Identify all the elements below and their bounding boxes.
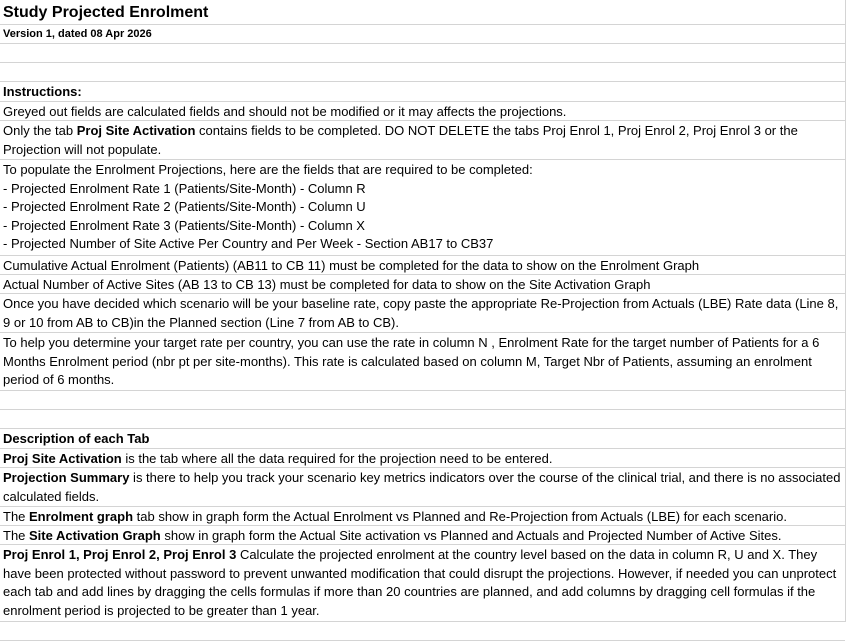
desc-enrol-graph-text: tab show in graph form the Actual Enrolment vs Planned and Re-Projection from Actuals (LBE) for each scenario. bbox=[133, 509, 787, 524]
cell-desc-site-graph[interactable] bbox=[0, 526, 845, 545]
cell-blank-1[interactable] bbox=[0, 44, 845, 63]
instructions-header: Instructions: bbox=[3, 84, 82, 99]
cell-populate-fields[interactable] bbox=[0, 160, 845, 256]
populate-item-3: - Projected Enrolment Rate 3 (Patients/Site-Month) - Column X bbox=[3, 217, 365, 233]
populate-item-1: - Projected Enrolment Rate 1 (Patients/Site-Month) - Column R bbox=[3, 180, 366, 196]
cell-desc-summary[interactable] bbox=[0, 468, 845, 507]
target-rate-text: To help you determine your target rate per country, you can use the rate in column N , Enrolment Rate for the target number of Patients for a 6 Months Enrolment period (nbr pt per site-months). This rate is calculated based on column M, Target Nbr of Patients, assuming an enrolment period of 6 months. bbox=[3, 335, 820, 387]
only-tab-name: Proj Site Activation bbox=[76, 123, 196, 138]
page-title: Study Projected Enrolment bbox=[3, 4, 209, 21]
greyed-fields-text: Greyed out fields are calculated fields and should not be modified or it may affects the projections. bbox=[3, 104, 567, 119]
populate-intro: To populate the Enrolment Projections, here are the fields that are required to be completed: bbox=[3, 162, 533, 177]
desc-site-graph-text: show in graph form the Actual Site activation vs Planned and Actuals and Projected Number of Active Sites. bbox=[160, 528, 782, 543]
baseline-text: Once you have decided which scenario will be your baseline rate, copy paste the appropriate Re-Projection from Actuals (LBE) Rate data (Line 8, 9 or 10 from AB to CB)in the Planned section (Line 7 from AB to CB). bbox=[3, 296, 839, 330]
cumulative-enrolment-text: Cumulative Actual Enrolment (Patients) (AB11 to CB 11) must be completed for the data to show on the Enrolment Graph bbox=[3, 258, 700, 273]
populate-item-2: - Projected Enrolment Rate 2 (Patients/Site-Month) - Column U bbox=[3, 199, 366, 214]
cell-description-header[interactable] bbox=[0, 429, 845, 449]
cell-desc-enrol-graph[interactable] bbox=[0, 507, 845, 526]
desc-summary-text: is there to help you track your scenario key metrics indicators over the course of the clinical trial, and there is no associated calculated fields. bbox=[3, 470, 841, 504]
version-text: Version 1, dated 08 Apr 2026 bbox=[3, 28, 152, 40]
desc-summary-name: Projection Summary bbox=[3, 470, 130, 485]
cell-desc-site-activation[interactable] bbox=[0, 449, 845, 468]
cell-blank-4[interactable] bbox=[0, 410, 845, 429]
cell-baseline[interactable] bbox=[0, 294, 845, 333]
desc-enrol-graph-name: Enrolment graph bbox=[29, 509, 134, 524]
cell-desc-proj-enrol[interactable] bbox=[0, 545, 845, 622]
cell-blank-5[interactable] bbox=[0, 622, 845, 641]
desc-site-activation-name: Proj Site Activation bbox=[3, 451, 122, 466]
cell-blank-3[interactable] bbox=[0, 391, 845, 410]
cell-cumulative-enrolment[interactable] bbox=[0, 256, 845, 275]
cell-instructions-header[interactable] bbox=[0, 82, 845, 102]
desc-site-graph-name: Site Activation Graph bbox=[29, 528, 161, 543]
desc-proj-enrol-name: Proj Enrol 1, Proj Enrol 2, Proj Enrol 3 bbox=[3, 547, 237, 562]
desc-site-graph-prefix: The bbox=[3, 528, 30, 543]
populate-item-4: - Projected Number of Site Active Per Country and Per Week - Section AB17 to CB37 bbox=[3, 236, 494, 251]
cell-target-rate[interactable] bbox=[0, 333, 845, 391]
only-tab-prefix: Only the tab bbox=[3, 123, 77, 138]
cell-version[interactable] bbox=[0, 25, 845, 44]
cell-title[interactable] bbox=[0, 0, 845, 25]
active-sites-text: Actual Number of Active Sites (AB 13 to CB 13) must be completed for data to show on the Site Activation Graph bbox=[3, 277, 651, 292]
cell-only-tab[interactable] bbox=[0, 121, 845, 160]
desc-enrol-graph-prefix: The bbox=[3, 509, 30, 524]
desc-site-activation-text: is the tab where all the data required for the projection need to be entered. bbox=[121, 451, 553, 466]
cell-active-sites[interactable] bbox=[0, 275, 845, 294]
description-header: Description of each Tab bbox=[3, 431, 150, 446]
cell-blank-2[interactable] bbox=[0, 63, 845, 82]
only-tab-suffix: contains fields to be completed. DO NOT DELETE the tabs Proj Enrol 1, Proj Enrol 2, Proj Enrol 3 or the Projection will not populate. bbox=[3, 123, 798, 157]
desc-proj-enrol-text: Calculate the projected enrolment at the country level based on the data in column R, U and X. They have been protected without password to prevent unwanted modification that could disrupt the projections. However, if needed you can unprotect each tab and add lines by dragging the cells formulas if more than 20 countries are planned, and add columns by dragging cell formulas if the enrolment period is projected to be greater than 1 year. bbox=[3, 547, 837, 618]
cell-greyed-fields[interactable] bbox=[0, 102, 845, 121]
